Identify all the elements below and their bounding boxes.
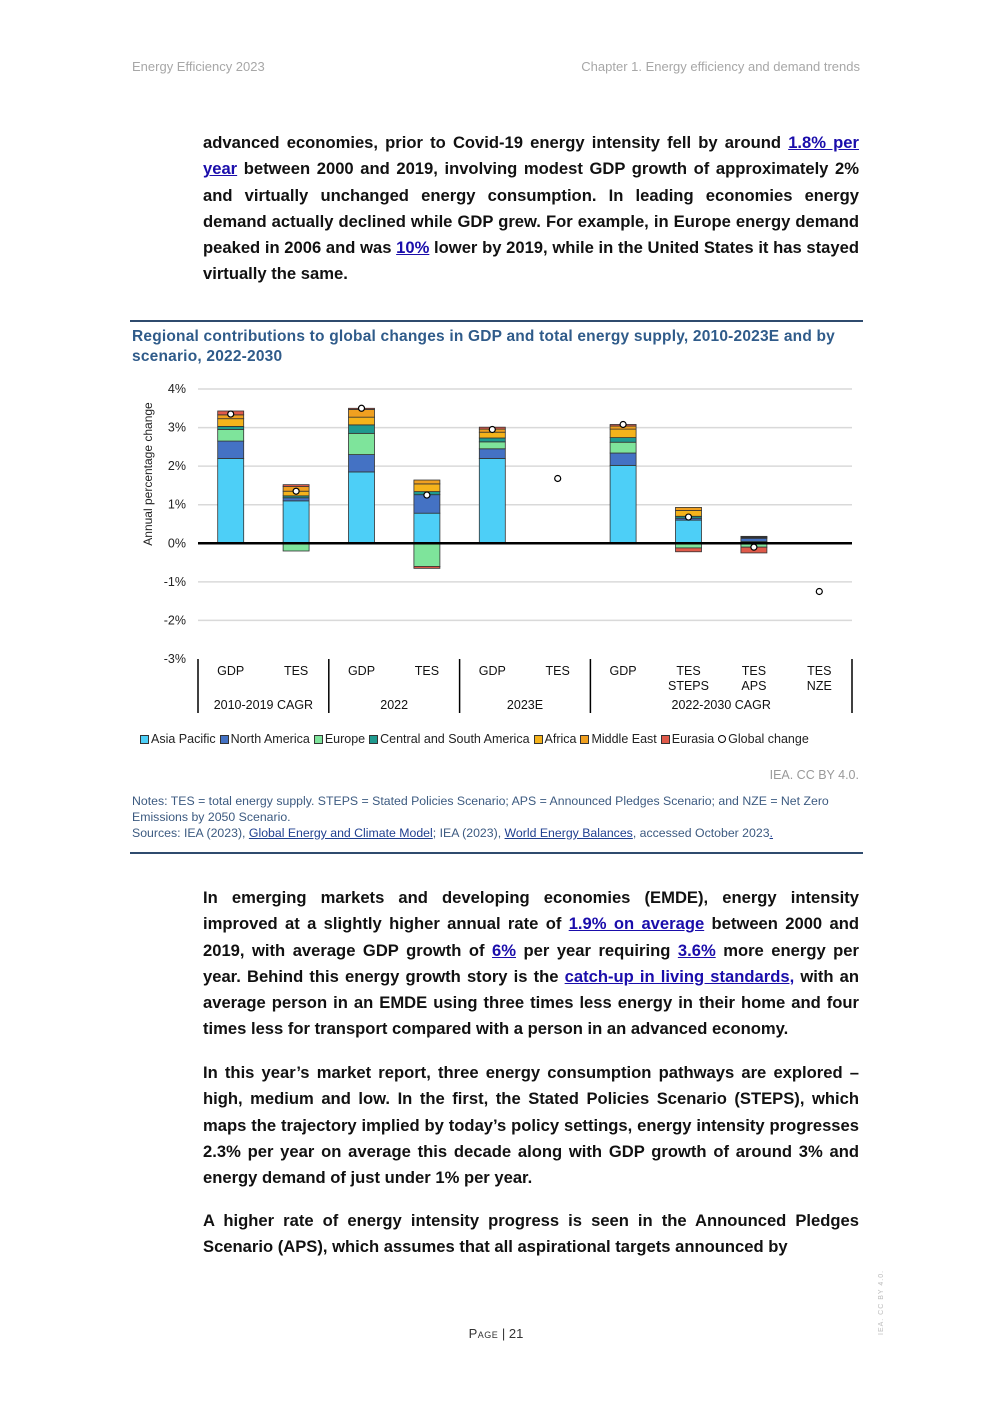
x-tick-label: TES [741,664,767,678]
paragraph-1: advanced economies, prior to Covid-19 energy intensity fell by around 1.8% per year between 2000 and 2019, involving modest GDP growth of approximately 2% and virtually unchanged energy consumption. In leading economies energy demand actually declined while GDP grew. For example, in Europe energy demand peaked in 2006 and was 10% lower by 2019, while in the United States it has stayed virtually the same. [203,133,859,284]
global-change-marker [424,492,430,498]
legend-swatch [314,735,323,744]
global-change-marker [359,405,365,411]
y-tick-label: -3% [163,652,186,666]
bar-segment-north-america [741,538,767,541]
paragraph-2: In emerging markets and developing economies (EMDE), energy intensity improved at a slightly higher annual rate of 1.9% on average between 2000 and 2019, with average GDP growth of 6% per year requiring 3.6% more energy per year. Behind this energy growth story is the catch-up in living standards, with an average person in an EMDE using three times less energy in their home and four times less for transport compared with a person in an advanced economy. [203,888,859,1039]
global-change-marker [620,421,626,427]
x-tick-label: TES [545,664,570,678]
header-right: Chapter 1. Energy efficiency and demand trends [581,59,860,74]
bar-segment-eurasia [676,548,702,552]
x-tick-label: TES [807,664,832,678]
legend-swatch [661,735,670,744]
bar-segment-asia-pacific [479,458,505,543]
bar-segment-central-and-south-america [218,426,244,429]
bar-segment-eurasia [414,566,440,568]
legend-label: Asia Pacific [151,732,216,746]
bar-segment-north-america [479,449,505,459]
link-global-energy-climate-model[interactable]: Global Energy and Climate Model [248,826,433,840]
bar-segment-asia-pacific [676,520,702,543]
bar-segment-north-america [283,498,309,501]
page-number: 21 [508,1326,524,1341]
legend-item [220,732,310,746]
bar-segment-eurasia [283,485,309,487]
page-footer: Page | 21 [468,1326,524,1341]
stacked-bar-chart [130,378,860,723]
figure-bottom-rule [130,852,863,854]
chart-credit: IEA. CC BY 4.0. [769,768,859,782]
bar-segment-north-america [349,455,375,472]
link-period[interactable]: . [769,826,773,840]
x-tick-label: STEPS [668,679,709,693]
link-6-percent[interactable]: 6% [492,940,517,960]
legend-label: Africa [544,732,577,746]
legend-label: Europe [324,732,366,746]
global-change-marker [751,544,757,550]
x-tick-label: TES [414,664,440,678]
bar-segment-middle-east [676,507,702,510]
bar-segment-asia-pacific [283,501,309,543]
bar-segment-europe [414,543,440,566]
legend-label: Central and South America [380,732,530,746]
y-tick-label: 3% [167,420,186,435]
group-label: 2022-2030 CAGR [671,698,771,712]
bar-segment-europe [610,442,636,453]
x-tick-label: TES [676,664,701,678]
group-label: 2022 [380,698,409,712]
group-label: 2023E [506,698,544,712]
legend-item [580,732,656,746]
link-world-energy-balances[interactable]: World Energy Balances [504,826,633,840]
global-change-marker [228,411,234,417]
y-axis-label: Annual percentage change [141,402,155,546]
bar-segment-north-america [218,441,244,458]
x-tick-label: NZE [806,679,832,693]
x-tick-label: TES [283,664,309,678]
bar-segment-africa [349,417,375,425]
sources-text: Sources: IEA (2023), Global Energy and Climate Model; IEA (2023), World Energy Balances, accessed October 2023. [132,826,773,840]
paragraph-4: A higher rate of energy intensity progress is seen in the Announced Pledges Scenario (APS), which assumes that all aspirational targets announced by [203,1211,859,1257]
legend-item [718,732,809,746]
bar-segment-europe [479,442,505,449]
legend-label: Global change [728,732,809,746]
global-change-marker [489,427,495,433]
x-tick-label: GDP [478,664,506,678]
legend-swatch [580,735,589,744]
side-license-note: IEA. CC BY 4.0. [878,1269,885,1335]
chart-title: Regional contributions to global changes in GDP and total energy supply, 2010-2023E and by scenario, 2022-2030 [132,328,836,365]
x-tick-label: GDP [217,664,245,678]
link-catch-up[interactable]: catch-up in living standards, [564,966,795,986]
legend-swatch [220,735,229,744]
global-change-marker [816,589,822,595]
link-1-9-percent[interactable]: 1.9% on average [568,914,705,934]
legend-item [661,732,714,746]
y-tick-label: 4% [167,382,186,396]
figure-notes [132,793,862,841]
bar-segment-africa [414,484,440,492]
bar-segment-north-america [610,453,636,465]
x-tick-label: APS [741,679,767,693]
figure-top-rule [130,320,863,322]
bar-segment-middle-east [414,480,440,484]
link-3-6-percent[interactable]: 3.6% [677,940,716,960]
legend-label: North America [230,732,310,746]
bar-segment-central-and-south-america [349,425,375,433]
y-tick-label: 2% [167,459,186,474]
paragraph-3: In this year’s market report, three energy consumption pathways are explored – high, medium and low. In the first, the Stated Policies Scenario (STEPS), which maps the trajectory implied by today’s policy settings, energy intensity progresses 2.3% per year on average this decade along with GDP growth of around 3% and energy demand of just under 1% per year. [203,1063,859,1188]
group-label: 2010-2019 CAGR [213,698,314,712]
y-tick-label: -2% [163,613,186,628]
legend-item [314,732,365,746]
bar-segment-asia-pacific [218,458,244,543]
legend-item [534,732,577,746]
legend-swatch [140,735,149,744]
y-tick-label: 1% [167,497,186,512]
x-tick-label: GDP [609,664,637,678]
legend-label: Eurasia [671,732,715,746]
link-1-8-percent[interactable]: 1.8% per year [203,133,859,179]
bar-segment-central-and-south-america [479,438,505,442]
y-tick-label: -1% [163,574,186,589]
bar-segment-asia-pacific [349,472,375,543]
global-change-marker [293,488,299,494]
link-10-percent[interactable]: 10% [396,238,430,258]
bar-segment-central-and-south-america [610,438,636,443]
x-tick-label: GDP [347,664,376,678]
bar-segment-europe [349,433,375,454]
global-change-marker [555,475,561,481]
notes-text: Notes: TES = total energy supply. STEPS = Stated Policies Scenario; APS = Announced Pledges Scenario; and NZE = Net Zero Emissions by 2050 Scenario. [132,794,829,824]
bar-segment-asia-pacific [610,465,636,543]
legend-marker [718,735,726,743]
global-change-marker [686,514,692,520]
bar-segment-africa [610,429,636,437]
bar-segment-africa [218,419,244,427]
legend-item [140,732,216,746]
bar-segment-europe [218,430,244,442]
header-left: Energy Efficiency 2023 [132,59,265,74]
legend-item [369,732,529,746]
legend-swatch [534,735,543,744]
bar-segment-middle-east [741,536,767,537]
y-tick-label: 0% [167,536,186,551]
bar-segment-asia-pacific [414,513,440,543]
legend-swatch [369,735,378,744]
legend-label: Middle East [591,732,657,746]
chart-legend [140,732,813,746]
